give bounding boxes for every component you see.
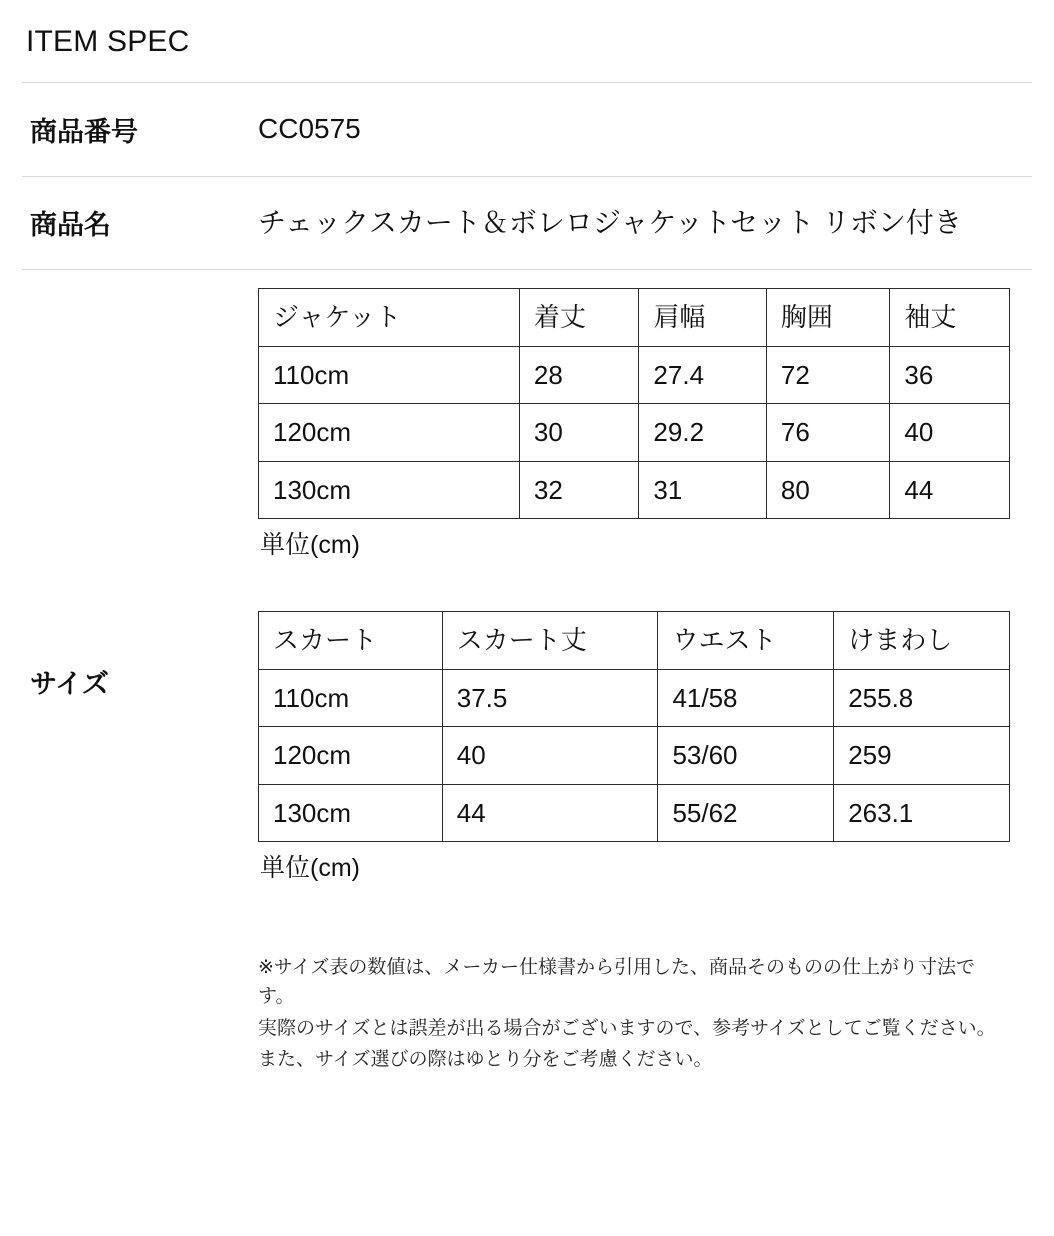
jacket-header-sleeve: 袖丈 — [890, 289, 1010, 347]
jacket-size-block — [258, 288, 1024, 563]
skirt-cell-length: 44 — [442, 784, 658, 842]
skirt-cell-waist: 53/60 — [658, 727, 834, 785]
skirt-cell-waist: 41/58 — [658, 669, 834, 727]
jacket-cell-size: 120cm — [259, 404, 520, 462]
skirt-cell-size: 130cm — [259, 784, 443, 842]
skirt-cell-length: 40 — [442, 727, 658, 785]
size-notes — [258, 953, 1010, 1075]
spec-row-item-name — [22, 176, 1032, 270]
page-title: ITEM SPEC — [26, 25, 190, 58]
jacket-cell-length: 28 — [519, 346, 639, 404]
jacket-cell-bust: 80 — [766, 461, 890, 519]
skirt-header-hem: けまわし — [834, 612, 1010, 670]
jacket-cell-shoulder: 31 — [639, 461, 766, 519]
spec-label-size: サイズ — [30, 668, 109, 699]
table-row — [259, 461, 1010, 519]
table-row — [259, 289, 1010, 347]
jacket-header-bust: 胸囲 — [766, 289, 890, 347]
jacket-cell-length: 32 — [519, 461, 639, 519]
table-row — [259, 727, 1010, 785]
skirt-cell-waist: 55/62 — [658, 784, 834, 842]
table-row — [259, 669, 1010, 727]
spec-value-item-name: チェックスカート＆ボレロジャケットセット リボン付き — [258, 206, 962, 238]
spec-row-item-number — [22, 83, 1032, 177]
jacket-cell-sleeve: 36 — [890, 346, 1010, 404]
jacket-cell-shoulder: 29.2 — [639, 404, 766, 462]
skirt-cell-size: 110cm — [259, 669, 443, 727]
skirt-header-waist: ウエスト — [658, 612, 834, 670]
spec-value-item-number: CC0575 — [258, 113, 361, 144]
size-note-line: ※サイズ表の数値は、メーカー仕様書から引用した、商品そのものの仕上がり寸法です。 — [258, 956, 976, 1008]
item-spec-table — [22, 82, 1032, 1092]
table-row — [259, 346, 1010, 404]
spec-label-item-name: 商品名 — [30, 210, 111, 241]
jacket-cell-bust: 76 — [766, 404, 890, 462]
jacket-header-category: ジャケット — [259, 289, 520, 347]
skirt-header-length: スカート丈 — [442, 612, 658, 670]
skirt-cell-hem: 263.1 — [834, 784, 1010, 842]
spec-row-size — [22, 270, 1032, 1093]
jacket-cell-sleeve: 44 — [890, 461, 1010, 519]
jacket-cell-length: 30 — [519, 404, 639, 462]
jacket-cell-size: 110cm — [259, 346, 520, 404]
jacket-header-shoulder: 肩幅 — [639, 289, 766, 347]
skirt-unit-note: 単位(cm) — [260, 854, 360, 883]
skirt-cell-hem: 259 — [834, 727, 1010, 785]
skirt-size-block — [258, 611, 1024, 886]
jacket-cell-size: 130cm — [259, 461, 520, 519]
table-row — [259, 784, 1010, 842]
size-note-line: また、サイズ選びの際はゆとり分をご考慮ください。 — [258, 1049, 713, 1070]
spec-label-item-number: 商品番号 — [30, 116, 138, 147]
jacket-cell-bust: 72 — [766, 346, 890, 404]
spec-value-size — [254, 270, 1032, 1093]
jacket-header-length: 着丈 — [519, 289, 639, 347]
jacket-size-table — [258, 288, 1010, 519]
table-row — [259, 612, 1010, 670]
skirt-header-category: スカート — [259, 612, 443, 670]
jacket-cell-shoulder: 27.4 — [639, 346, 766, 404]
jacket-unit-note: 単位(cm) — [260, 531, 360, 560]
skirt-size-table — [258, 611, 1010, 842]
table-row — [259, 404, 1010, 462]
skirt-cell-length: 37.5 — [442, 669, 658, 727]
jacket-cell-sleeve: 40 — [890, 404, 1010, 462]
skirt-cell-hem: 255.8 — [834, 669, 1010, 727]
size-note-line: 実際のサイズとは誤差が出る場合がございますので、参考サイズとしてご覧ください。 — [258, 1017, 996, 1039]
skirt-cell-size: 120cm — [259, 727, 443, 785]
